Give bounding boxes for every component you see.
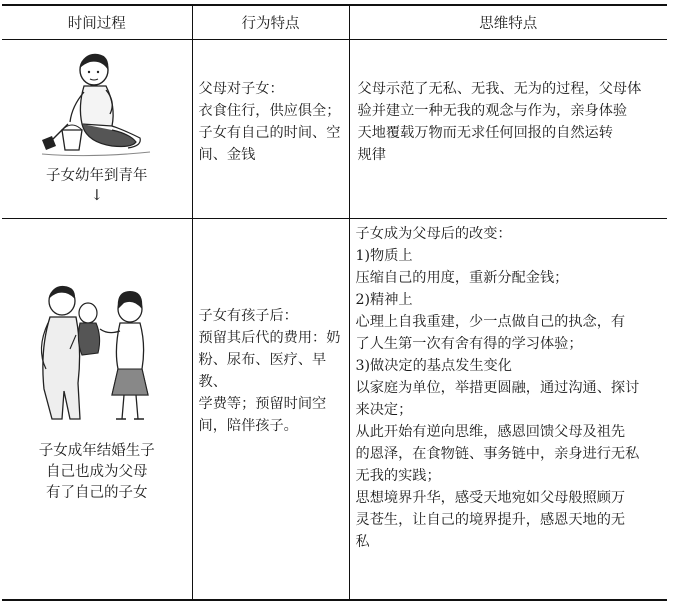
text-line: 父母示范了无私、无我、无为的过程，父母体: [357, 81, 642, 97]
text-line: 以家庭为单位，举措更圆融，通过沟通、探讨: [355, 380, 640, 396]
text-line: 子女有孩子后：: [198, 308, 298, 324]
caption-childhood: 子女幼年到青年: [46, 168, 148, 184]
text-line: 来决定；: [355, 402, 413, 418]
behavior-cell-childhood: [192, 40, 349, 219]
caption-adulthood-line: 子女成年结婚生子: [38, 443, 155, 459]
text-line: 学费等；预留时间空: [198, 396, 327, 412]
table-row: [2, 219, 667, 601]
text-line: 天地覆载万物而无求任何回报的自然运转: [357, 125, 613, 141]
family-illustration: [22, 279, 172, 429]
text-line: 衣食住行，供应俱全；: [198, 103, 341, 119]
text-line: 父母对子女：: [198, 81, 284, 97]
header-time-process: 时间过程: [2, 5, 192, 40]
text-line: 3)做决定的基点发生变化: [355, 358, 512, 374]
text-line: 1)物质上: [355, 248, 413, 264]
header-thinking-traits: 思维特点: [349, 5, 667, 40]
text-line: 思想境界升华，感受天地宛如父母般照顾万: [355, 490, 626, 506]
text-line: 预留其后代的费用：奶: [198, 330, 341, 346]
text-line: 无我的实践；: [355, 468, 441, 484]
text-line: 灵苍生，让自己的境界提升，感恩天地的无: [355, 512, 626, 528]
time-cell-adulthood: [2, 219, 192, 601]
text-line: 间、金钱: [198, 147, 256, 163]
text-line: 2)精神上: [355, 292, 413, 308]
text-line: 从此开始有逆向思维，感恩回馈父母及祖先: [355, 424, 626, 440]
text-line: 粉、尿布、医疗、早教、: [198, 352, 327, 390]
time-cell-childhood: [2, 40, 192, 219]
text-line: 私: [355, 534, 370, 550]
behavior-cell-adulthood: [192, 219, 349, 601]
child-playing-illustration: [32, 46, 162, 166]
table-header-row: [2, 5, 667, 40]
header-behavior-traits: 行为特点: [192, 5, 349, 40]
text-line: 规律: [357, 147, 386, 163]
text-line: 了人生第一次有舍有得的学习体验；: [355, 336, 583, 352]
caption-adulthood-line: 自己也成为父母: [46, 464, 148, 480]
down-arrow-icon: ↓: [90, 186, 104, 204]
text-line: 子女成为父母后的改变：: [355, 226, 512, 242]
thinking-cell-childhood: [349, 40, 667, 219]
caption-adulthood-line: 有了自己的子女: [46, 485, 148, 501]
text-line: 子女有自己的时间、空: [198, 125, 341, 141]
thinking-cell-adulthood: [349, 219, 667, 601]
table-row: [2, 40, 667, 219]
comparison-table: [2, 4, 667, 601]
text-line: 的恩泽，在食物链、事务链中，亲身进行无私: [355, 446, 640, 462]
text-line: 心理上自我重建，少一点做自己的执念，有: [355, 314, 626, 330]
text-line: 验并建立一种无我的观念与作为，亲身体验: [357, 103, 628, 119]
text-line: 压缩自己的用度，重新分配金钱；: [355, 270, 569, 286]
text-line: 间，陪伴孩子。: [198, 418, 298, 434]
